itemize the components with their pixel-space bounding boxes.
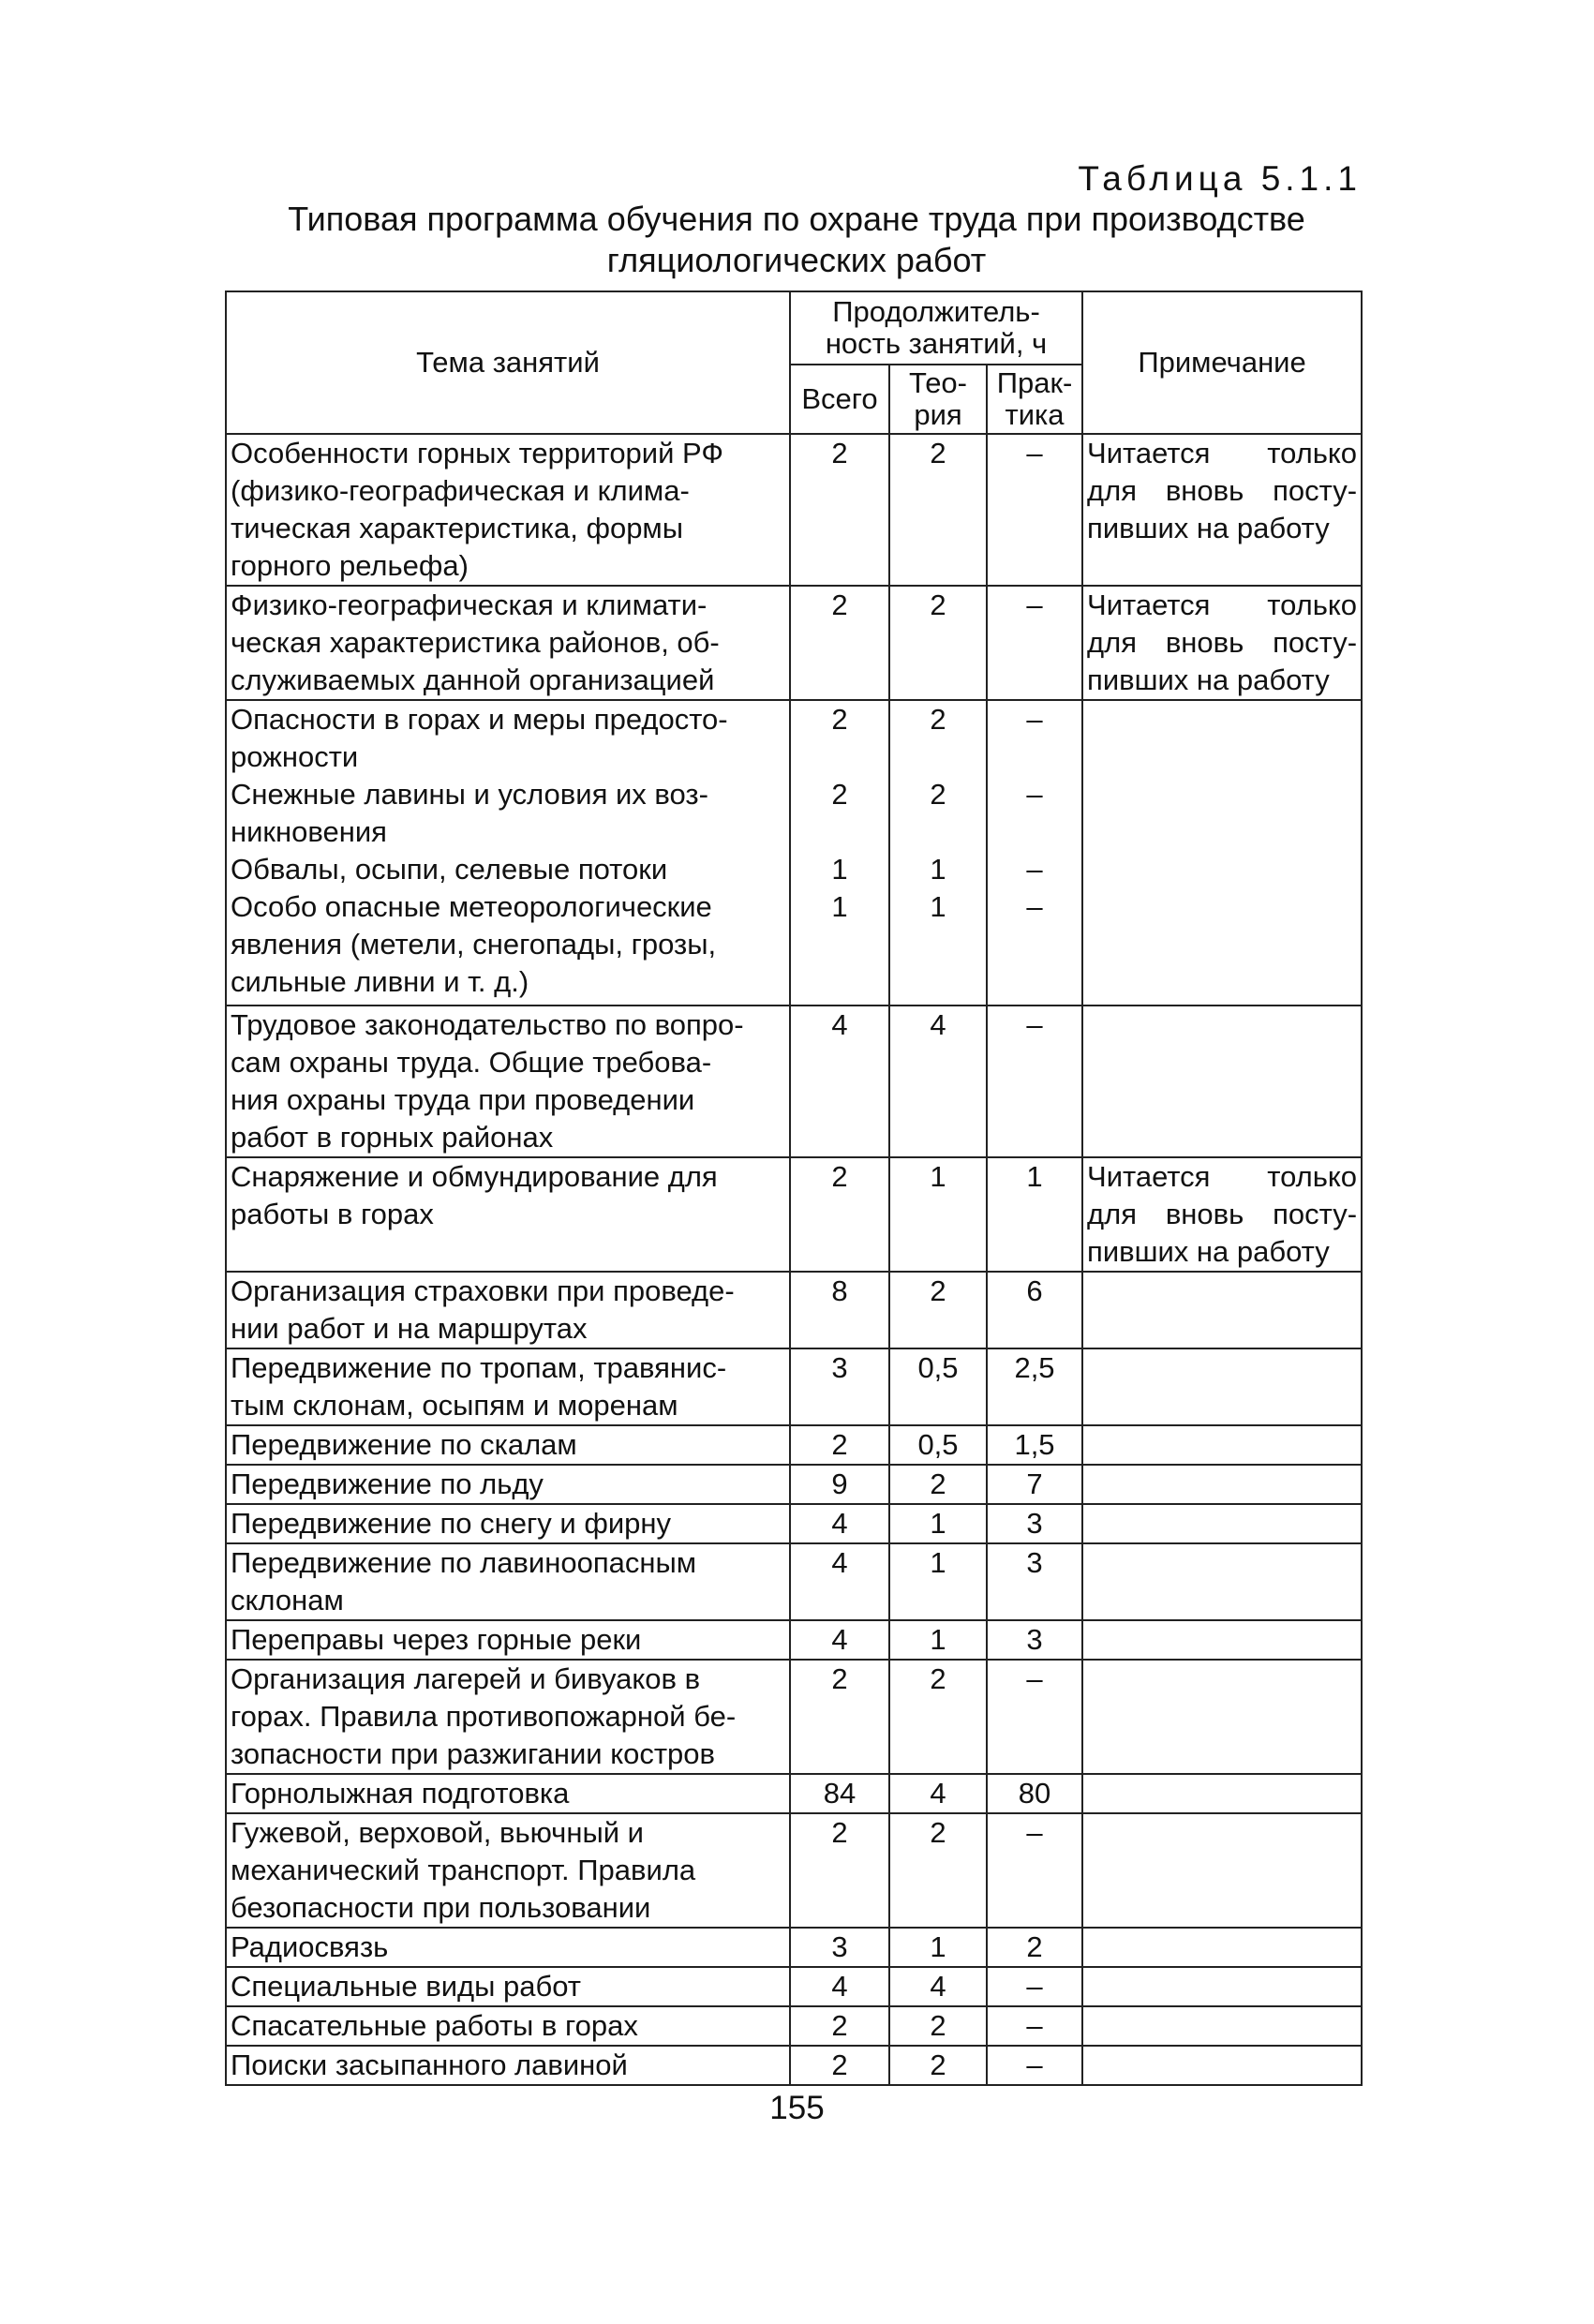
table-row xyxy=(226,1813,1362,1928)
practice-cell-line: – xyxy=(1026,853,1043,886)
practice-cell xyxy=(987,1928,1082,1967)
note-cell-line: пивших на работу xyxy=(1087,1235,1330,1268)
topic-cell-line: Снаряжение и обмундирование для xyxy=(231,1160,718,1193)
practice-cell xyxy=(987,1967,1082,2006)
header-duration-line: Продолжитель- xyxy=(832,295,1040,328)
practice-cell xyxy=(987,700,1082,1006)
header-total: Всего xyxy=(790,365,889,434)
table-row xyxy=(226,1928,1362,1967)
note-cell xyxy=(1082,2006,1362,2046)
note-cell xyxy=(1082,1348,1362,1425)
note-cell xyxy=(1082,1813,1362,1928)
theory-cell-line: 1 xyxy=(930,1546,946,1579)
total-cell xyxy=(790,1660,889,1774)
theory-cell xyxy=(889,1272,987,1348)
theory-cell-line: 2 xyxy=(930,2048,946,2081)
theory-cell xyxy=(889,700,987,1006)
total-cell-line: 2 xyxy=(831,1428,848,1461)
theory-cell-line: 4 xyxy=(930,1970,946,2003)
table-row xyxy=(226,1465,1362,1504)
header-practice-line: Прак- xyxy=(996,366,1073,399)
total-cell xyxy=(790,1774,889,1813)
practice-cell-line: 3 xyxy=(1026,1507,1043,1540)
topic-cell-line: тым склонам, осыпям и моренам xyxy=(231,1389,678,1422)
theory-cell-line: 2 xyxy=(930,588,946,621)
topic-cell-line: никновения xyxy=(231,815,387,848)
topic-cell-line: Опасности в горах и меры предосто- xyxy=(231,703,728,736)
total-cell-line: 4 xyxy=(831,1507,848,1540)
theory-cell-line: 2 xyxy=(930,1662,946,1695)
page-number: 155 xyxy=(769,2090,825,2126)
topic-cell-line: Физико-географическая и климати- xyxy=(231,588,708,621)
table-row xyxy=(226,1425,1362,1465)
note-cell xyxy=(1082,1425,1362,1465)
topic-cell-line: Передвижение по льду xyxy=(231,1467,544,1500)
theory-cell xyxy=(889,1620,987,1660)
practice-cell-line: – xyxy=(1026,588,1043,621)
note-cell xyxy=(1082,1157,1362,1272)
practice-cell-line: – xyxy=(1026,2009,1043,2042)
topic-cell-line: Передвижение по снегу и фирну xyxy=(231,1507,671,1540)
header-duration xyxy=(790,291,1082,365)
theory-cell-line: 4 xyxy=(930,1008,946,1041)
practice-cell xyxy=(987,1774,1082,1813)
total-cell xyxy=(790,1425,889,1465)
note-cell xyxy=(1082,2046,1362,2085)
practice-cell xyxy=(987,1157,1082,1272)
topic-cell-line: Трудовое законодательство по вопро- xyxy=(231,1008,744,1041)
topic-cell-line: Передвижение по скалам xyxy=(231,1428,577,1461)
topic-cell xyxy=(226,1504,790,1543)
theory-cell-line: 2 xyxy=(930,437,946,469)
total-cell xyxy=(790,1348,889,1425)
table-body xyxy=(226,434,1362,2085)
practice-cell-line: 3 xyxy=(1026,1623,1043,1656)
theory-cell xyxy=(889,1660,987,1774)
topic-cell-line: Спасательные работы в горах xyxy=(231,2009,638,2042)
topic-cell-line: Переправы через горные реки xyxy=(231,1623,642,1656)
topic-cell xyxy=(226,1620,790,1660)
note-cell xyxy=(1082,1620,1362,1660)
total-cell xyxy=(790,700,889,1006)
total-cell-line: 2 xyxy=(831,2048,848,2081)
theory-cell xyxy=(889,1157,987,1272)
practice-cell xyxy=(987,1006,1082,1157)
total-cell xyxy=(790,1967,889,2006)
theory-cell xyxy=(889,1465,987,1504)
practice-cell xyxy=(987,1620,1082,1660)
topic-cell xyxy=(226,1465,790,1504)
theory-cell-line: 0,5 xyxy=(917,1351,959,1384)
total-cell xyxy=(790,586,889,700)
table-row xyxy=(226,1774,1362,1813)
practice-cell xyxy=(987,1465,1082,1504)
topic-cell xyxy=(226,1928,790,1967)
practice-cell xyxy=(987,1504,1082,1543)
topic-cell-line: работ в горных районах xyxy=(231,1121,554,1154)
total-cell-line: 2 xyxy=(831,703,848,736)
total-cell xyxy=(790,434,889,586)
topic-cell xyxy=(226,1967,790,2006)
topic-cell-line: Поиски засыпанного лавиной xyxy=(231,2048,628,2081)
practice-cell-line: 2,5 xyxy=(1014,1351,1055,1384)
theory-cell-line: 2 xyxy=(930,778,946,811)
total-cell-line: 2 xyxy=(831,588,848,621)
practice-cell-line: – xyxy=(1026,703,1043,736)
theory-cell xyxy=(889,1774,987,1813)
topic-cell xyxy=(226,1157,790,1272)
program-table xyxy=(225,290,1363,2086)
theory-cell-line: 0,5 xyxy=(917,1428,959,1461)
topic-cell-line: Передвижение по тропам, травянис- xyxy=(231,1351,727,1384)
theory-cell-line: 2 xyxy=(930,703,946,736)
theory-cell xyxy=(889,1928,987,1967)
theory-cell-line: 1 xyxy=(930,853,946,886)
note-cell xyxy=(1082,1660,1362,1774)
note-cell xyxy=(1082,1967,1362,2006)
practice-cell-line: 1 xyxy=(1026,1160,1043,1193)
note-cell-line: для вновь посту- xyxy=(1087,626,1358,659)
topic-cell xyxy=(226,2006,790,2046)
total-cell-line: 2 xyxy=(831,437,848,469)
table-row xyxy=(226,2006,1362,2046)
topic-cell-line: склонам xyxy=(231,1584,344,1616)
total-cell xyxy=(790,1006,889,1157)
header-practice xyxy=(987,365,1082,434)
practice-cell-line: – xyxy=(1026,2048,1043,2081)
theory-cell-line: 1 xyxy=(930,1930,946,1963)
topic-cell-line: горного рельефа) xyxy=(231,549,469,582)
topic-cell-line: нии работ и на маршрутах xyxy=(231,1312,588,1345)
theory-cell xyxy=(889,1813,987,1928)
theory-cell xyxy=(889,586,987,700)
topic-cell-line: рожности xyxy=(231,740,359,773)
theory-cell xyxy=(889,2006,987,2046)
topic-cell-line: Особо опасные метеорологические xyxy=(231,890,712,923)
topic-cell xyxy=(226,1348,790,1425)
theory-cell xyxy=(889,1348,987,1425)
total-cell xyxy=(790,1928,889,1967)
total-cell xyxy=(790,1272,889,1348)
total-cell xyxy=(790,1620,889,1660)
topic-cell-line: Особенности горных территорий РФ xyxy=(231,437,723,469)
table-title-line: Типовая программа обучения по охране труда при производстве xyxy=(288,200,1305,238)
topic-cell-line: явления (метели, снегопады, грозы, xyxy=(231,928,717,961)
topic-cell-line: Горнолыжная подготовка xyxy=(231,1777,570,1810)
practice-cell-line: 1,5 xyxy=(1014,1428,1055,1461)
practice-cell xyxy=(987,1813,1082,1928)
note-cell-line: пивших на работу xyxy=(1087,663,1330,696)
topic-cell-line: ния охраны труда при проведении xyxy=(231,1083,695,1116)
topic-cell-line: сильные ливни и т. д.) xyxy=(231,965,529,998)
topic-cell-line: безопасности при пользовании xyxy=(231,1891,651,1924)
topic-cell-line: Обвалы, осыпи, селевые потоки xyxy=(231,853,668,886)
topic-cell-line: тическая характеристика, формы xyxy=(231,512,684,544)
total-cell xyxy=(790,2046,889,2085)
total-cell-line: 8 xyxy=(831,1274,848,1307)
practice-cell-line: 6 xyxy=(1026,1274,1043,1307)
note-cell xyxy=(1082,1774,1362,1813)
note-cell xyxy=(1082,434,1362,586)
topic-cell-line: зопасности при разжигании костров xyxy=(231,1737,716,1770)
total-cell-line: 1 xyxy=(831,853,848,886)
header-topic: Тема занятий xyxy=(226,291,790,434)
theory-cell-line: 2 xyxy=(930,2009,946,2042)
practice-cell-line: 80 xyxy=(1018,1777,1051,1810)
total-cell-line xyxy=(791,738,888,776)
total-cell xyxy=(790,1813,889,1928)
table-row xyxy=(226,1504,1362,1543)
theory-cell xyxy=(889,2046,987,2085)
theory-cell-line: 1 xyxy=(930,890,946,923)
topic-cell-line: Специальные виды работ xyxy=(231,1970,581,2003)
topic-cell-line: сам охраны труда. Общие требова- xyxy=(231,1046,712,1079)
topic-cell xyxy=(226,1774,790,1813)
theory-cell-line: 1 xyxy=(930,1623,946,1656)
topic-cell-line: Радиосвязь xyxy=(231,1930,389,1963)
practice-cell-line: – xyxy=(1026,890,1043,923)
total-cell-line: 2 xyxy=(831,1160,848,1193)
practice-cell-line xyxy=(988,738,1081,776)
practice-cell-line: – xyxy=(1026,1816,1043,1849)
practice-cell xyxy=(987,1543,1082,1620)
header-theory-line: рия xyxy=(914,398,962,431)
table-row xyxy=(226,2046,1362,2085)
practice-cell-line: – xyxy=(1026,1008,1043,1041)
table-row xyxy=(226,1660,1362,1774)
topic-cell-line: механический транспорт. Правила xyxy=(231,1854,696,1886)
total-cell-line: 2 xyxy=(831,1662,848,1695)
practice-cell-line: – xyxy=(1026,778,1043,811)
total-cell-line: 84 xyxy=(823,1777,857,1810)
topic-cell-line: Гужевой, верховой, вьючный и xyxy=(231,1816,644,1849)
table-row xyxy=(226,700,1362,1006)
theory-cell xyxy=(889,1425,987,1465)
practice-cell xyxy=(987,1348,1082,1425)
table-label: Таблица 5.1.1 xyxy=(1078,159,1362,198)
table-row xyxy=(226,1348,1362,1425)
practice-cell xyxy=(987,2006,1082,2046)
total-cell-line: 2 xyxy=(831,778,848,811)
total-cell xyxy=(790,1157,889,1272)
topic-cell-line: служиваемых данной организацией xyxy=(231,663,715,696)
theory-cell xyxy=(889,1006,987,1157)
practice-cell xyxy=(987,1425,1082,1465)
topic-cell xyxy=(226,1813,790,1928)
topic-cell-line: Передвижение по лавиноопасным xyxy=(231,1546,697,1579)
header-theory-line: Тео- xyxy=(909,366,967,399)
topic-cell-line: работы в горах xyxy=(231,1198,434,1230)
header-duration-line: ность занятий, ч xyxy=(825,327,1048,360)
header-practice-line: тика xyxy=(1005,398,1065,431)
table-row xyxy=(226,1967,1362,2006)
practice-cell xyxy=(987,1272,1082,1348)
theory-cell-line: 4 xyxy=(930,1777,946,1810)
topic-cell-line: (физико-географическая и клима- xyxy=(231,474,690,507)
note-cell-line: для вновь посту- xyxy=(1087,1198,1358,1230)
practice-cell-line: 2 xyxy=(1026,1930,1043,1963)
note-cell xyxy=(1082,1543,1362,1620)
theory-cell xyxy=(889,1967,987,2006)
table-title-line: гляциологических работ xyxy=(606,241,987,279)
topic-cell-line: горах. Правила противопожарной бе- xyxy=(231,1700,737,1733)
practice-cell xyxy=(987,2046,1082,2085)
total-cell-line: 2 xyxy=(831,1816,848,1849)
note-cell-line: Читается только xyxy=(1087,1160,1358,1193)
topic-cell-line: Организация страховки при проведе- xyxy=(231,1274,735,1307)
note-cell xyxy=(1082,1272,1362,1348)
theory-cell-line: 2 xyxy=(930,1274,946,1307)
theory-cell xyxy=(889,434,987,586)
theory-cell-line xyxy=(890,738,986,776)
topic-cell xyxy=(226,1543,790,1620)
topic-cell-line: Организация лагерей и бивуаков в xyxy=(231,1662,701,1695)
practice-cell-line xyxy=(988,813,1081,851)
table-title xyxy=(225,199,1368,281)
topic-cell-line: Снежные лавины и условия их воз- xyxy=(231,778,708,811)
table-row xyxy=(226,1272,1362,1348)
total-cell-line: 4 xyxy=(831,1970,848,2003)
note-cell-line: пивших на работу xyxy=(1087,512,1330,544)
theory-cell xyxy=(889,1504,987,1543)
practice-cell-line: 7 xyxy=(1026,1467,1043,1500)
practice-cell-line: – xyxy=(1026,437,1043,469)
table-row xyxy=(226,586,1362,700)
table-row xyxy=(226,434,1362,586)
topic-cell xyxy=(226,586,790,700)
table-row xyxy=(226,1157,1362,1272)
practice-cell xyxy=(987,434,1082,586)
topic-cell xyxy=(226,2046,790,2085)
total-cell-line: 3 xyxy=(831,1930,848,1963)
total-cell xyxy=(790,2006,889,2046)
total-cell-line: 4 xyxy=(831,1008,848,1041)
theory-cell-line: 1 xyxy=(930,1160,946,1193)
topic-cell-line: ческая характеристика районов, об- xyxy=(231,626,720,659)
total-cell-line: 4 xyxy=(831,1623,848,1656)
theory-cell-line: 1 xyxy=(930,1507,946,1540)
total-cell-line: 1 xyxy=(831,890,848,923)
total-cell xyxy=(790,1465,889,1504)
note-cell xyxy=(1082,1504,1362,1543)
note-cell-line: Читается только xyxy=(1087,437,1358,469)
theory-cell xyxy=(889,1543,987,1620)
table-row xyxy=(226,1006,1362,1157)
topic-cell xyxy=(226,1006,790,1157)
topic-cell xyxy=(226,1660,790,1774)
practice-cell-line: – xyxy=(1026,1970,1043,2003)
total-cell xyxy=(790,1543,889,1620)
practice-cell xyxy=(987,586,1082,700)
topic-cell xyxy=(226,700,790,1006)
practice-cell-line: – xyxy=(1026,1662,1043,1695)
topic-cell xyxy=(226,434,790,586)
header-theory xyxy=(889,365,987,434)
theory-cell-line: 2 xyxy=(930,1467,946,1500)
theory-cell-line: 2 xyxy=(930,1816,946,1849)
note-cell-line: для вновь посту- xyxy=(1087,474,1358,507)
total-cell-line: 3 xyxy=(831,1351,848,1384)
total-cell-line xyxy=(791,813,888,851)
note-cell xyxy=(1082,586,1362,700)
topic-cell xyxy=(226,1425,790,1465)
topic-cell xyxy=(226,1272,790,1348)
total-cell xyxy=(790,1504,889,1543)
practice-cell-line: 3 xyxy=(1026,1546,1043,1579)
header-note: Примечание xyxy=(1082,291,1362,434)
note-cell xyxy=(1082,1465,1362,1504)
total-cell-line: 4 xyxy=(831,1546,848,1579)
note-cell-line: Читается только xyxy=(1087,588,1358,621)
table-row xyxy=(226,1620,1362,1660)
note-cell xyxy=(1082,1928,1362,1967)
note-cell xyxy=(1082,700,1362,1006)
total-cell-line: 9 xyxy=(831,1467,848,1500)
table-row xyxy=(226,1543,1362,1620)
theory-cell-line xyxy=(890,813,986,851)
total-cell-line: 2 xyxy=(831,2009,848,2042)
note-cell xyxy=(1082,1006,1362,1157)
practice-cell xyxy=(987,1660,1082,1774)
